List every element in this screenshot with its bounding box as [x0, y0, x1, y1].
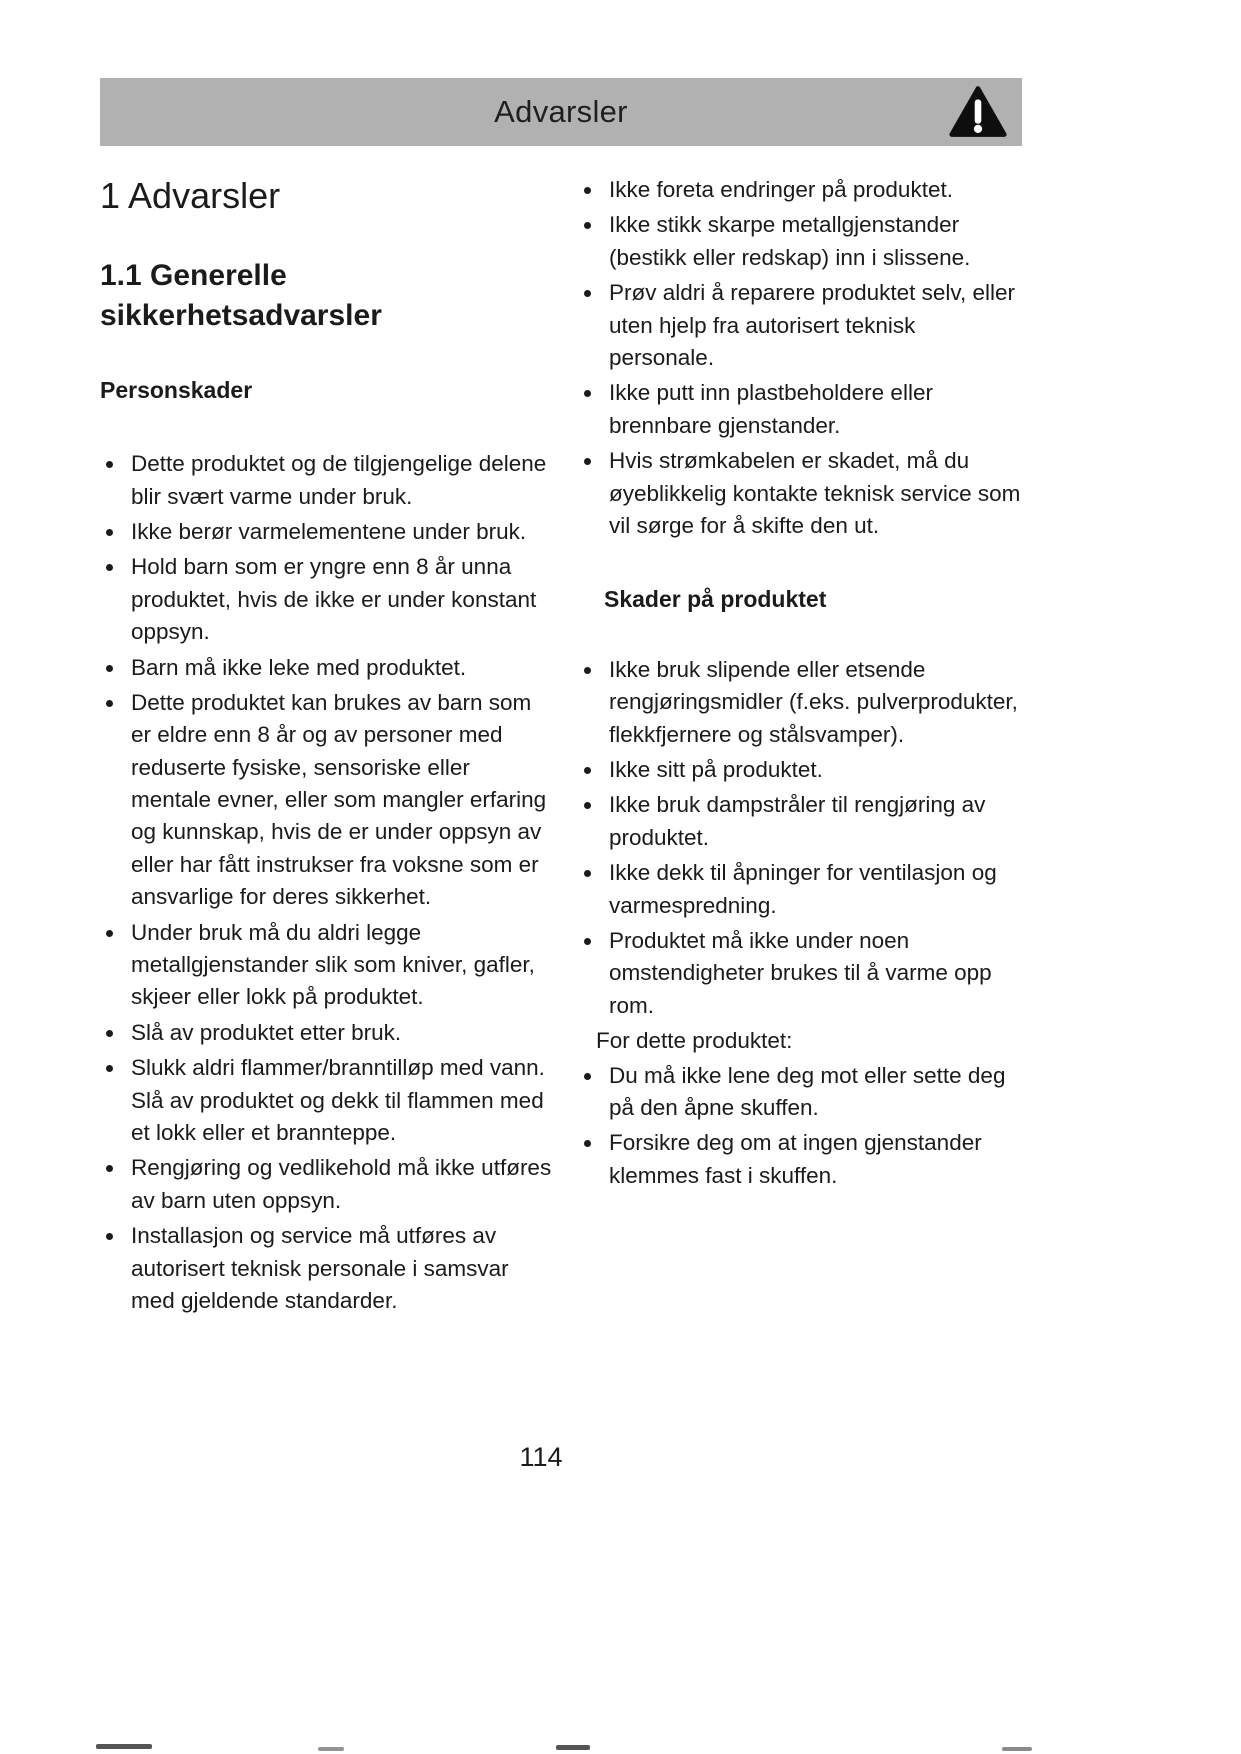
- personskader-bullet-list-continued: [578, 174, 1022, 542]
- bullet-item: • Ikke foreta endringer på produktet.: [604, 174, 1022, 206]
- left-column: [100, 174, 552, 1320]
- bullet-item: • Hold barn som er yngre enn 8 år unna produktet, hvis de ikke er under konstant oppsyn.: [126, 551, 552, 648]
- bullet-item: • Forsikre deg om at ingen gjenstander klemmes fast i skuffen.: [604, 1127, 1022, 1192]
- two-column-layout: [100, 174, 1022, 1320]
- bullet-item: • Ikke bruk slipende eller etsende rengjøringsmidler (f.eks. pulverprodukter, flekkfjernere og stålsvamper).: [604, 654, 1022, 751]
- bullet-item: • Dette produktet og de tilgjengelige delene blir svært varme under bruk.: [126, 448, 552, 513]
- bullet-item: • Slå av produktet etter bruk.: [126, 1017, 552, 1049]
- page-title: Advarsler: [494, 94, 628, 129]
- scan-artifact: [96, 1744, 152, 1749]
- bullet-item: • Ikke berør varmelementene under bruk.: [126, 516, 552, 548]
- bullet-item: • Rengjøring og vedlikehold må ikke utføres av barn uten oppsyn.: [126, 1152, 552, 1217]
- chapter-heading: 1 Advarsler: [100, 175, 281, 216]
- warning-triangle-icon: [948, 84, 1008, 140]
- subsection-title-personskader: Personskader: [100, 376, 253, 403]
- scan-artifact: [1002, 1747, 1032, 1751]
- right-column: [578, 174, 1022, 1320]
- bullet-item: • Produktet må ikke under noen omstendigheter brukes til å varme opp rom.: [604, 925, 1022, 1022]
- header-bar: [100, 78, 1022, 146]
- bullet-item: • Ikke dekk til åpninger for ventilasjon og varmespredning.: [604, 857, 1022, 922]
- bullet-item: • Ikke bruk dampstråler til rengjøring av produktet.: [604, 789, 1022, 854]
- produktskader-bullet-list: [578, 654, 1022, 1022]
- bullet-item: • Ikke stikk skarpe metallgjenstander (bestikk eller redskap) inn i slissene.: [604, 209, 1022, 274]
- personskader-bullet-list: [100, 448, 552, 1317]
- scan-artifact: [318, 1747, 344, 1751]
- page-number: 114: [519, 1442, 563, 1472]
- bullet-item: • Prøv aldri å reparere produktet selv, eller uten hjelp fra autorisert teknisk personale.: [604, 277, 1022, 374]
- bullet-item: • Barn må ikke leke med produktet.: [126, 652, 552, 684]
- manual-page: [100, 78, 1022, 1320]
- subsection-title-skader: Skader på produktet: [604, 586, 827, 613]
- note-line: For dette produktet:: [596, 1028, 793, 1054]
- bullet-item: • Ikke sitt på produktet.: [604, 754, 1022, 786]
- bullet-item: • Ikke putt inn plastbeholdere eller brennbare gjenstander.: [604, 377, 1022, 442]
- skuff-bullet-list: [578, 1060, 1022, 1193]
- bullet-item: • Under bruk må du aldri legge metallgjenstander slik som kniver, gafler, skjeer eller lokk på produktet.: [126, 917, 552, 1014]
- bullet-item: • Du må ikke lene deg mot eller sette deg på den åpne skuffen.: [604, 1060, 1022, 1125]
- bullet-item: • Hvis strømkabelen er skadet, må du øyeblikkelig kontakte teknisk service som vil sørge for å skifte den ut.: [604, 445, 1022, 542]
- section-heading: 1.1 Generelle sikkerhetsadvarsler: [100, 258, 382, 333]
- bullet-item: • Installasjon og service må utføres av autorisert teknisk personale i samsvar med gjeldende standarder.: [126, 1220, 552, 1317]
- scan-artifact: [556, 1745, 590, 1750]
- bullet-item: • Dette produktet kan brukes av barn som er eldre enn 8 år og av personer med reduserte fysiske, sensoriske eller mentale evner, eller som mangler erfaring og kunnskap, hvis de er under oppsyn av eller har fått instrukser fra voksne som er ansvarlige for deres sikkerhet.: [126, 687, 552, 914]
- bullet-item: • Slukk aldri flammer/branntilløp med vann. Slå av produktet og dekk til flammen med et lokk eller et brannteppe.: [126, 1052, 552, 1149]
